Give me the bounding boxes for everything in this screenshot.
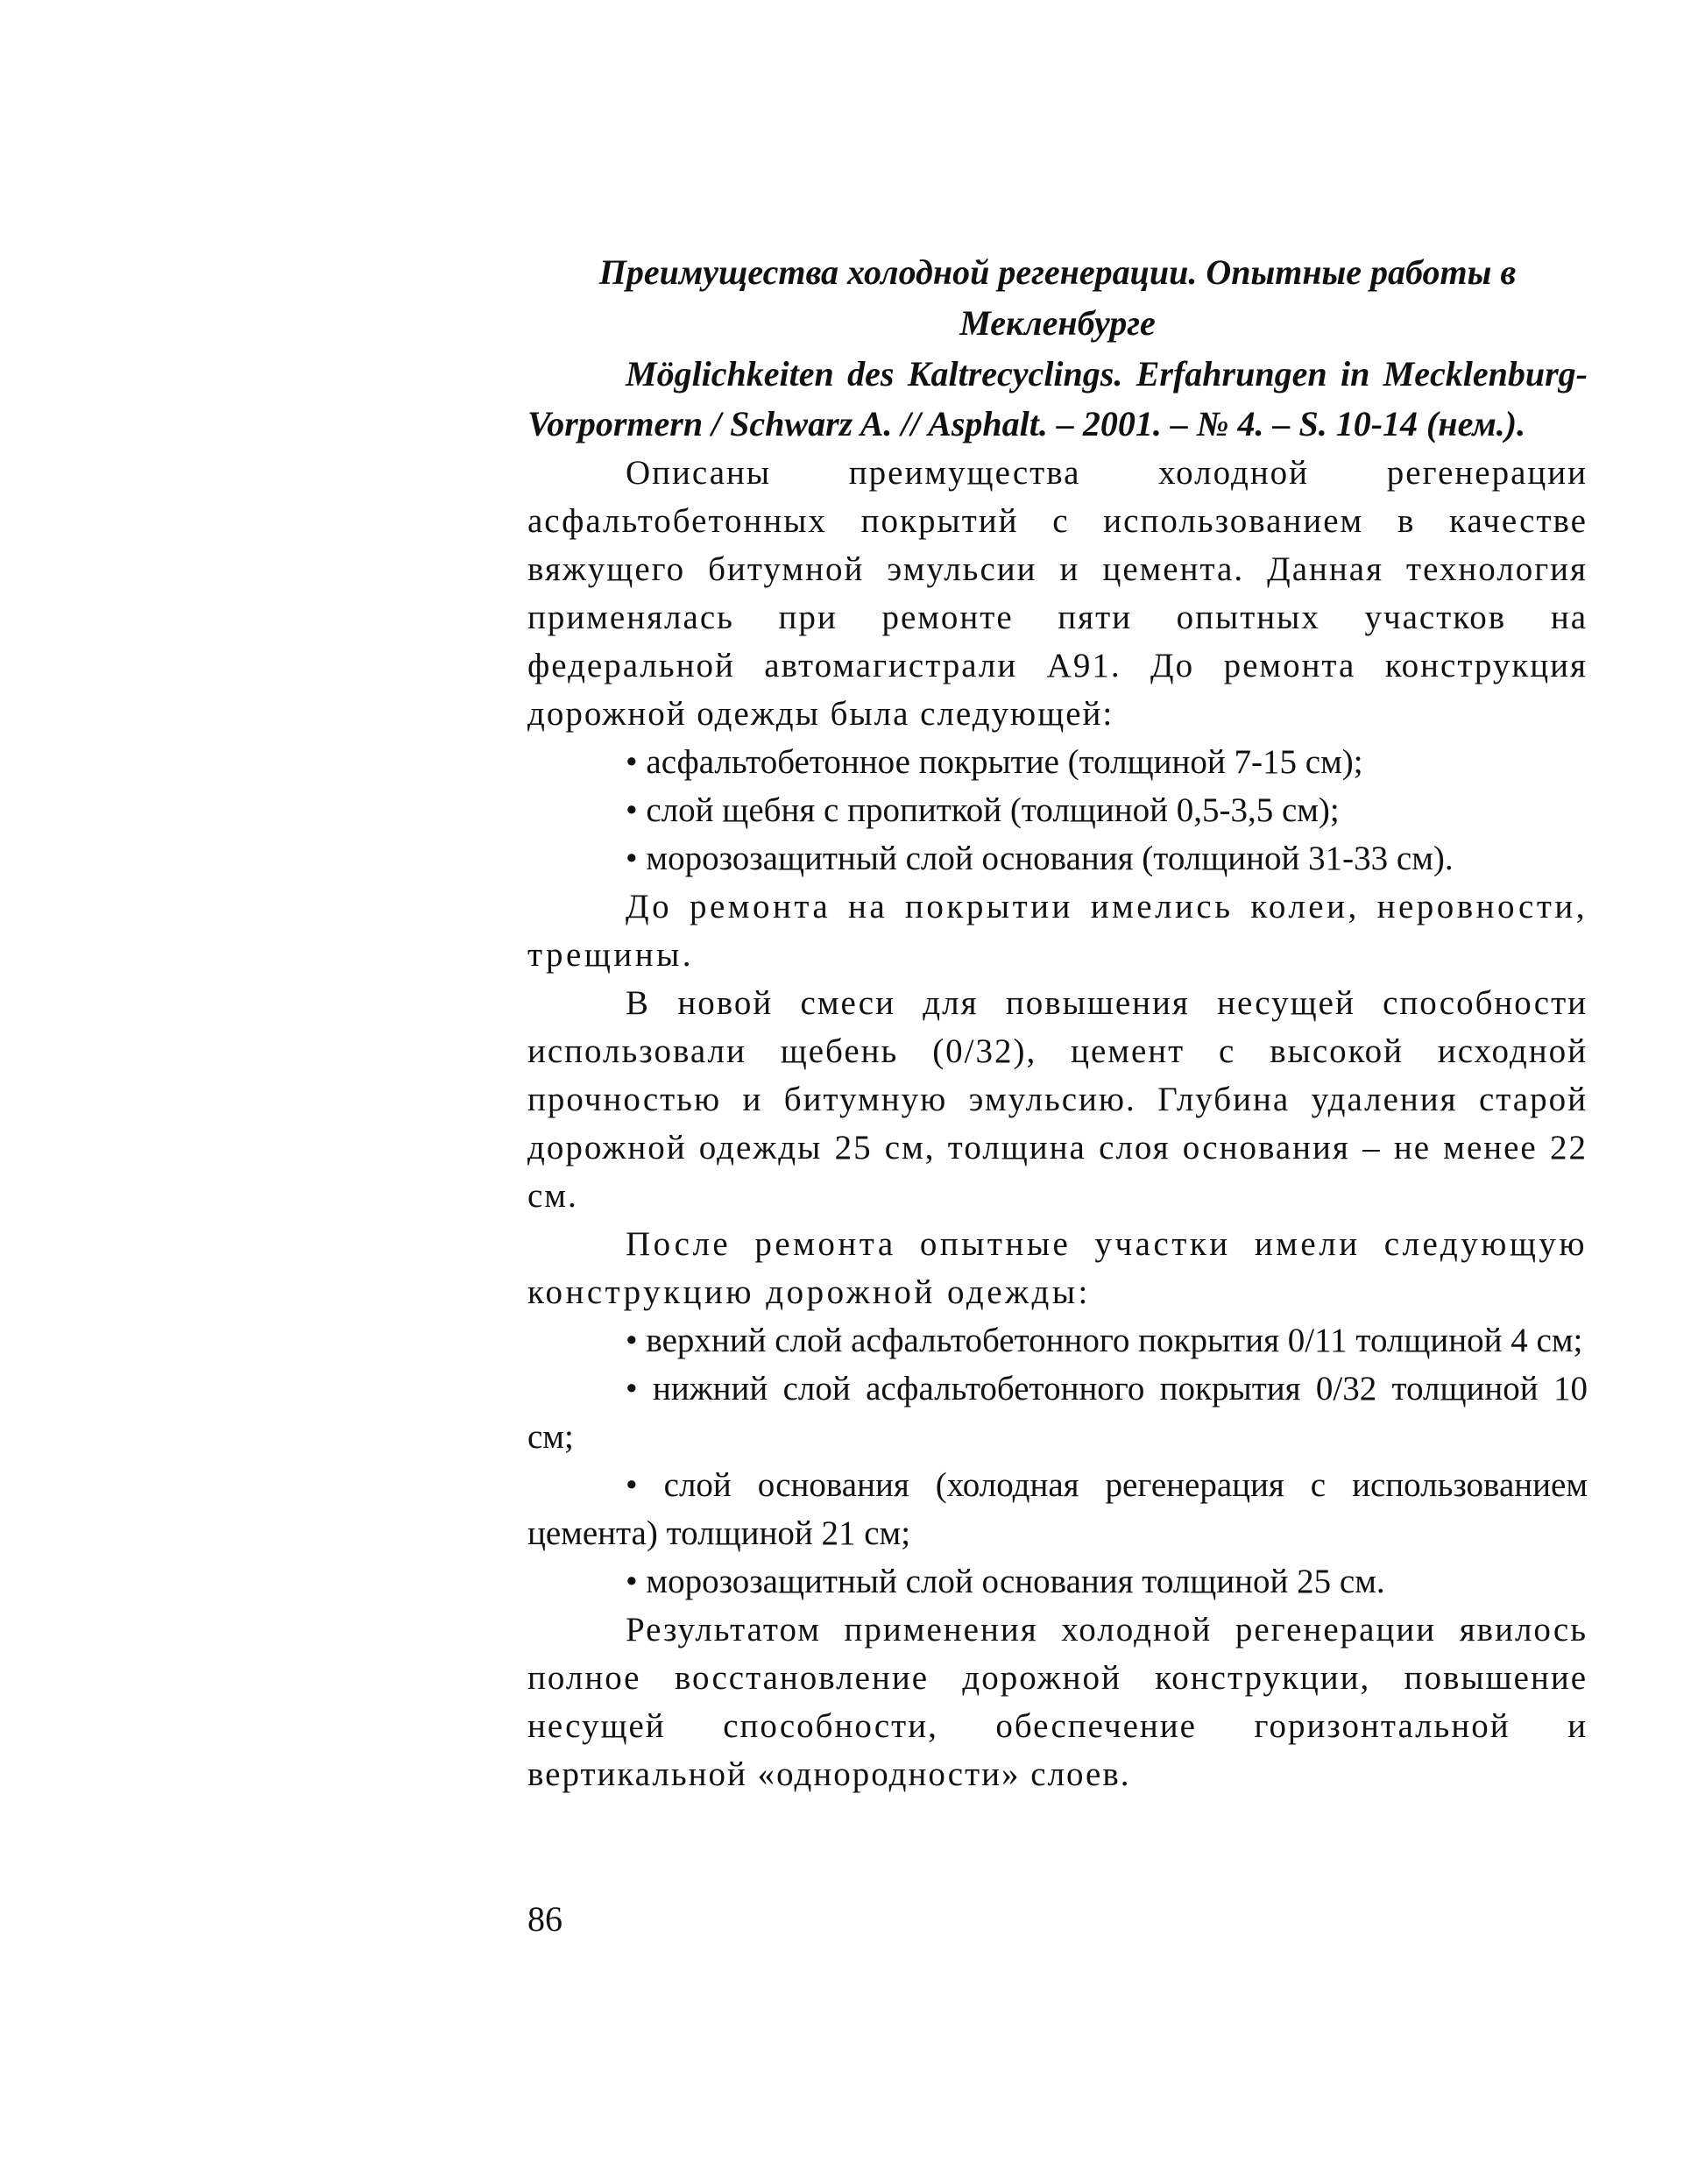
paragraph-after-intro: После ремонта опытные участки имели следующую конструкцию дорожной одежды: (527, 1225, 1588, 1311)
title-line-1: Преимущества холодной регенерации. Опытные работы в (598, 252, 1517, 292)
list-item-after-2: • нижний слой асфальтобетонного покрытия 0/32 толщиной 10 см; (527, 1370, 1588, 1456)
paragraph-defects: До ремонта на покрытии имелись колеи, неровности, трещины. (527, 888, 1588, 974)
list-item-after-3: • слой основания (холодная регенерация с использованием цемента) толщиной 21 см; (527, 1466, 1588, 1552)
paragraph-new-mix: В новой смеси для повышения несущей способности использовали щебень (0/32), цемент с высокой исходной прочностью и битумную эмульсию. Глубина удаления старой дорожной одежды 25 см, толщина слоя основания – не менее 22 см. (527, 984, 1588, 1215)
article-title (527, 247, 1588, 349)
list-item-before-1: • асфальтобетонное покрытие (толщиной 7-15 см); (626, 743, 1363, 781)
article-body (527, 247, 1588, 1798)
title-line-2: Мекленбурге (959, 303, 1156, 343)
paragraph-result: Результатом применения холодной регенерации явилось полное восстановление дорожной конструкции, повышение несущей способности, обеспечение горизонтальной и вертикальной «однородности» слоев. (527, 1611, 1588, 1793)
bibliographic-reference: Möglichkeiten des Kaltrecyclings. Erfahrungen in Mecklenburg-Vorpormern / Schwarz A. // Asphalt. – 2001. – № 4. – S. 10-14 (нем.). (527, 354, 1588, 443)
list-item-before-3: • морозозащитный слой основания (толщиной 31-33 см). (626, 840, 1454, 877)
list-item-after-4: • морозозащитный слой основания толщиной 25 см. (626, 1563, 1385, 1600)
paragraph-intro: Описаны преимущества холодной регенерации асфальтобетонных покрытий с использованием в качестве вяжущего битумной эмульсии и цемента. Данная технология применялась при ремонте пяти опытных участков на федеральной автомагистрали А91. До ремонта конструкция дорожной одежды была следующей: (527, 454, 1588, 733)
list-item-before-2: • слой щебня с пропиткой (толщиной 0,5-3,5 см); (626, 791, 1340, 829)
page-number: 86 (527, 1899, 562, 1939)
list-item-after-1: • верхний слой асфальтобетонного покрытия 0/11 толщиной 4 см; (626, 1322, 1583, 1359)
